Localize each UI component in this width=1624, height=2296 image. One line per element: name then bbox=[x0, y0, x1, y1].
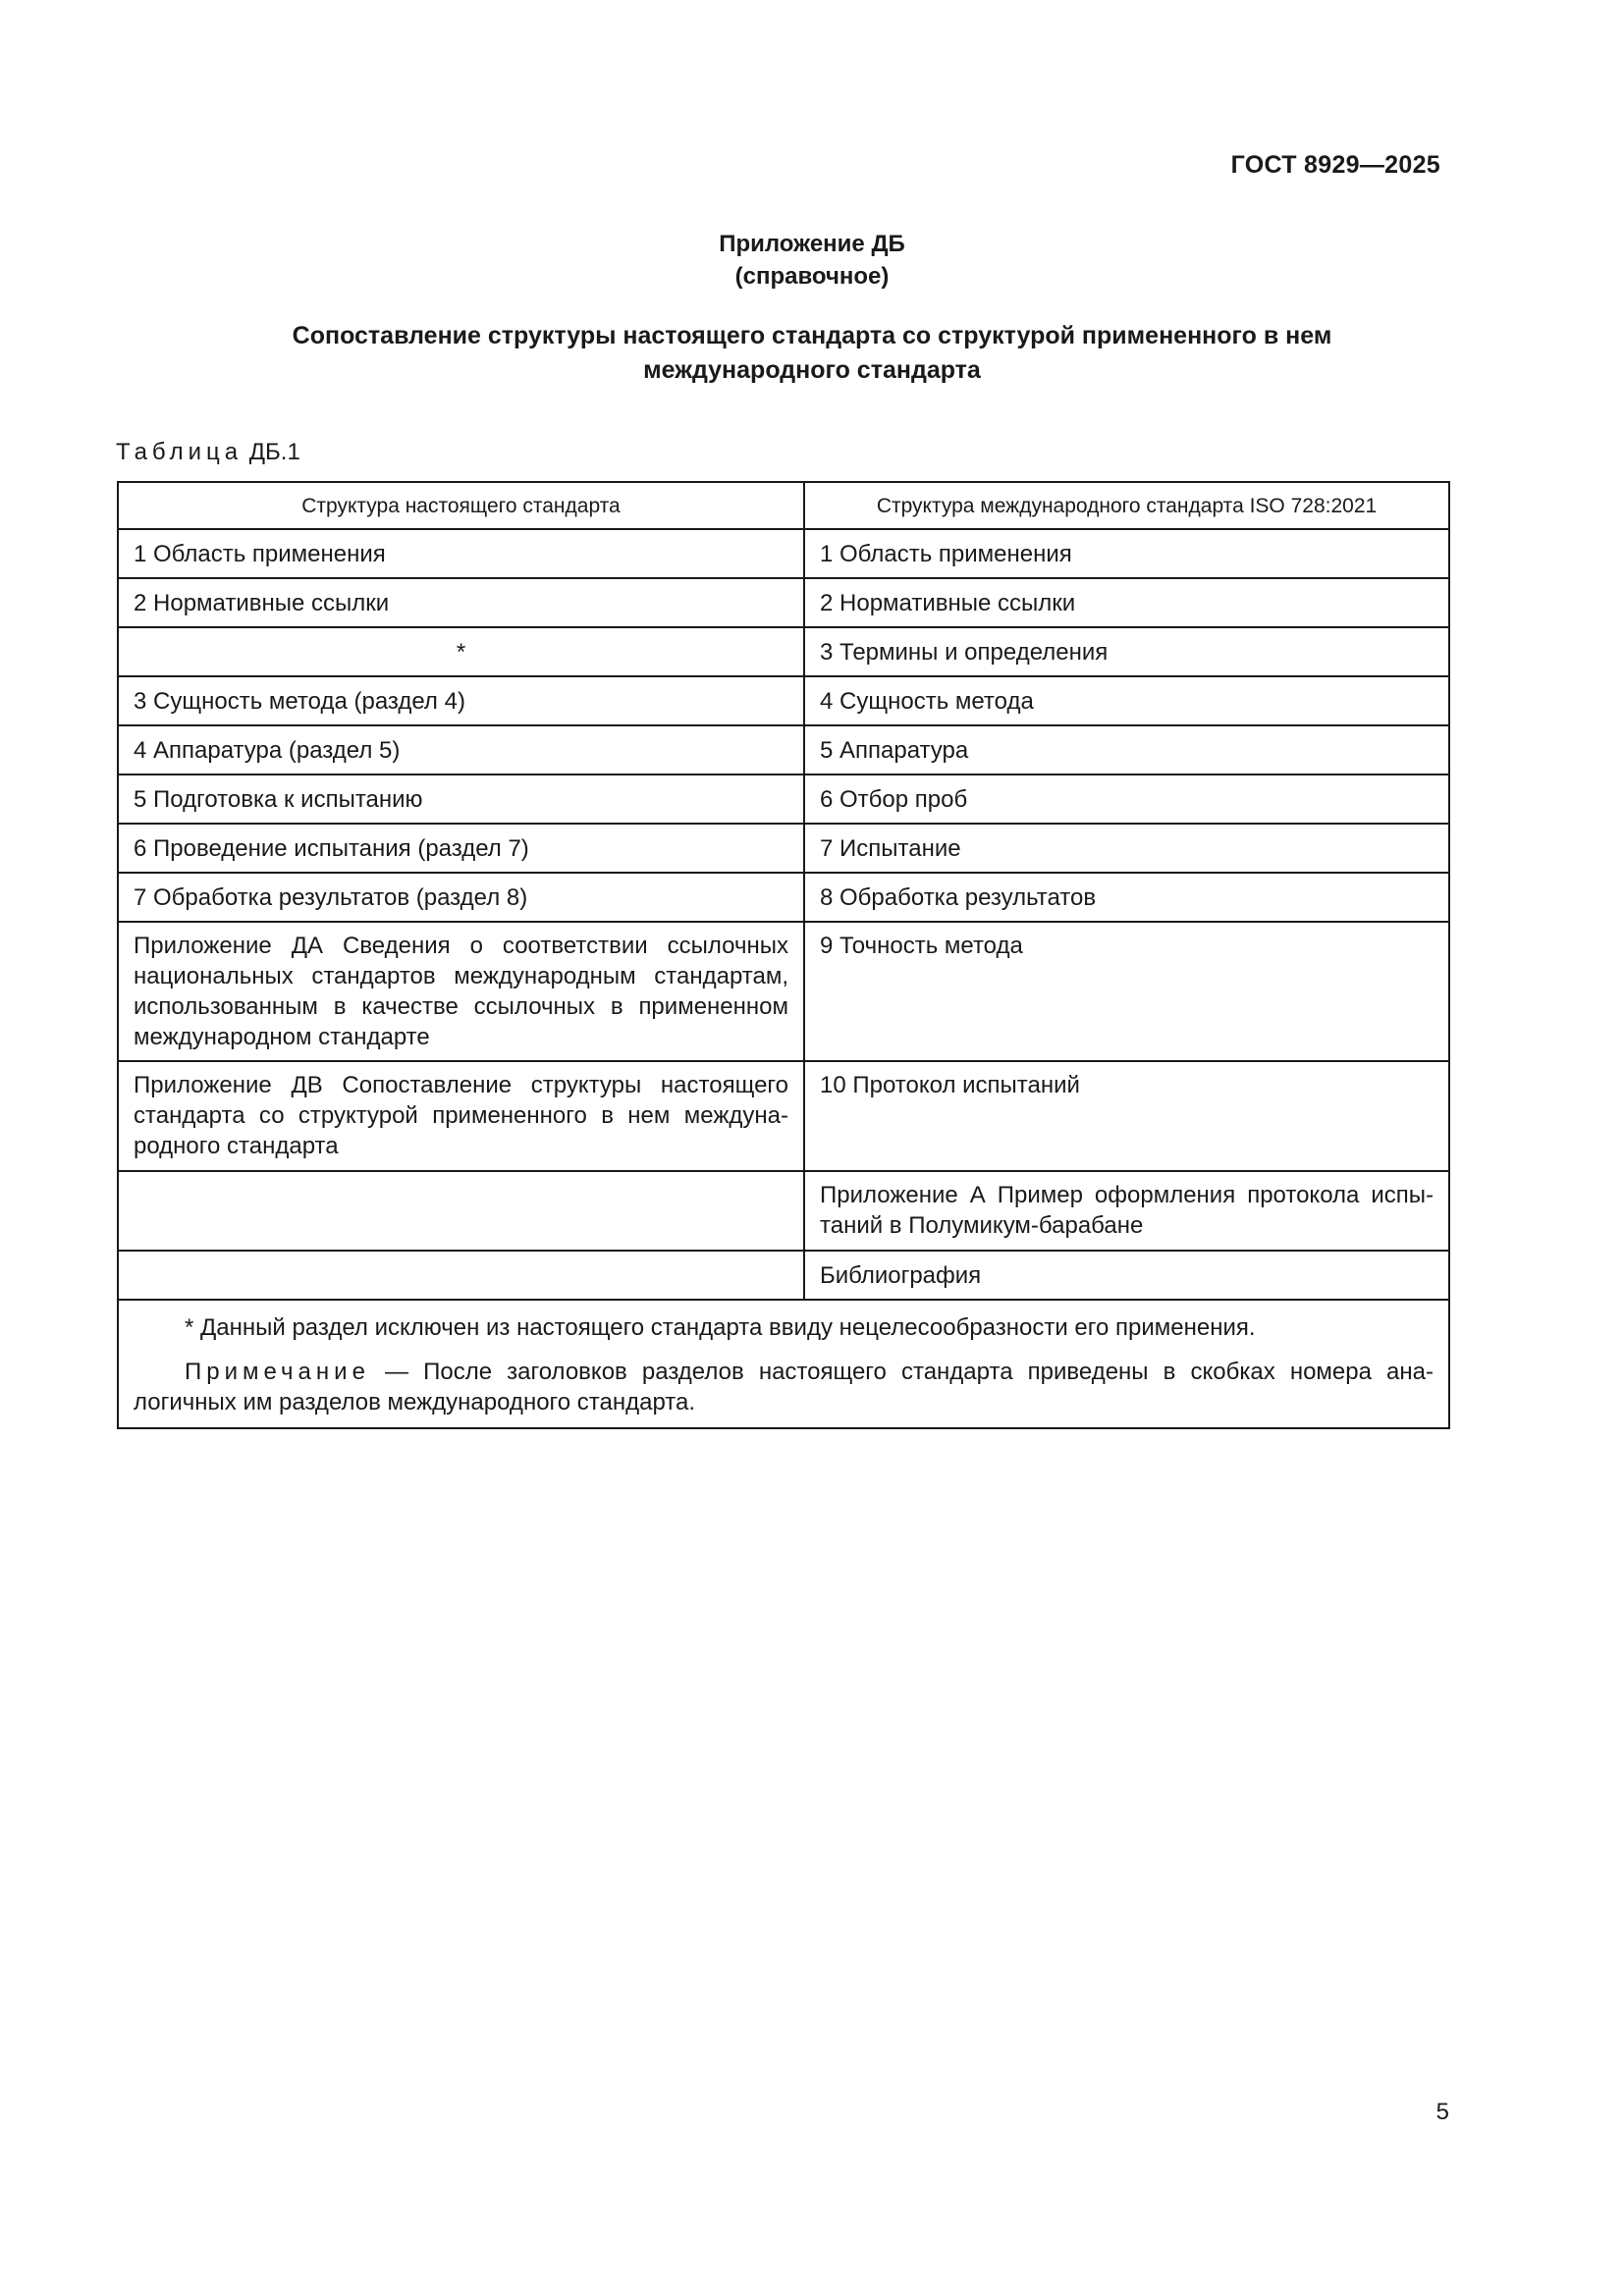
table-row bbox=[118, 627, 1449, 676]
cell-national-empty bbox=[118, 1251, 804, 1300]
page-number: 5 bbox=[1435, 2099, 1449, 2125]
cell-international: 1 Область применения bbox=[804, 529, 1449, 578]
cell-international: 10 Протокол испытаний bbox=[804, 1061, 1449, 1171]
appendix-name: Приложение ДБ bbox=[719, 231, 905, 257]
appendix-heading bbox=[0, 228, 1624, 293]
table-row bbox=[118, 1251, 1449, 1300]
cell-international: Библиография bbox=[804, 1251, 1449, 1300]
cell-national: 1 Область применения bbox=[118, 529, 804, 578]
table-footer bbox=[118, 1300, 1449, 1428]
appendix-type: (справочное) bbox=[734, 263, 890, 290]
cell-international: 3 Термины и определения bbox=[804, 627, 1449, 676]
cell-national: 5 Подготовка к испытанию bbox=[118, 774, 804, 824]
cell-international: Приложение А Пример оформления протокола испы-таний в Полумикум-барабане bbox=[804, 1171, 1449, 1251]
header-international: Структура международного стандарта ISO 728:2021 bbox=[804, 482, 1449, 529]
cell-national-excluded-marker: * bbox=[118, 627, 804, 676]
cell-national: 7 Обработка результатов (раздел 8) bbox=[118, 873, 804, 922]
cell-international: 5 Аппаратура bbox=[804, 725, 1449, 774]
table-row bbox=[118, 922, 1449, 1061]
cell-national: 6 Проведение испытания (раздел 7) bbox=[118, 824, 804, 873]
table-header-row bbox=[118, 482, 1449, 529]
table-row bbox=[118, 873, 1449, 922]
cell-international: 9 Точность метода bbox=[804, 922, 1449, 1061]
cell-national: Приложение ДВ Сопоставление структуры настоящего стандарта со структурой примененного в нем междуна-родного стандарта bbox=[118, 1061, 804, 1171]
cell-national: 3 Сущность метода (раздел 4) bbox=[118, 676, 804, 725]
header-national: Структура настоящего стандарта bbox=[118, 482, 804, 529]
table-row bbox=[118, 774, 1449, 824]
table-row bbox=[118, 1171, 1449, 1251]
table-row bbox=[118, 578, 1449, 627]
document-code: ГОСТ 8929—2025 bbox=[1230, 151, 1440, 179]
table-row bbox=[118, 725, 1449, 774]
table-row bbox=[118, 676, 1449, 725]
cell-international: 2 Нормативные ссылки bbox=[804, 578, 1449, 627]
table-row bbox=[118, 824, 1449, 873]
cell-national: Приложение ДА Сведения о соответствии ссылочных национальных стандартов международным стандартам, использованным в качестве ссылочных в примененном международном стандарте bbox=[118, 922, 804, 1061]
table-label bbox=[116, 439, 300, 466]
note-label: Примечание bbox=[185, 1359, 370, 1385]
table-row bbox=[118, 1061, 1449, 1171]
table-note bbox=[134, 1357, 1434, 1417]
structure-comparison-table bbox=[117, 481, 1450, 1429]
cell-international: 8 Обработка результатов bbox=[804, 873, 1449, 922]
cell-national-empty bbox=[118, 1171, 804, 1251]
table-row bbox=[118, 529, 1449, 578]
cell-international: 7 Испытание bbox=[804, 824, 1449, 873]
table-label-word: Таблица bbox=[116, 439, 244, 465]
note-text: — После заголовков разделов настоящего стандарта приведены в скобках номера ана-логичных им разделов международного стандарта. bbox=[134, 1359, 1434, 1415]
title-line-1: Сопоставление структуры настоящего стандарта со структурой примененного в нем bbox=[292, 322, 1332, 349]
cell-international: 4 Сущность метода bbox=[804, 676, 1449, 725]
cell-national: 4 Аппаратура (раздел 5) bbox=[118, 725, 804, 774]
cell-international: 6 Отбор проб bbox=[804, 774, 1449, 824]
table-footnote: * Данный раздел исключен из настоящего стандарта ввиду нецелесообразности его применения. bbox=[185, 1314, 1256, 1341]
title-line-2: международного стандарта bbox=[643, 356, 981, 384]
table-footer-row bbox=[118, 1300, 1449, 1428]
table-label-number: ДБ.1 bbox=[248, 439, 300, 465]
appendix-title bbox=[157, 319, 1467, 388]
cell-national: 2 Нормативные ссылки bbox=[118, 578, 804, 627]
